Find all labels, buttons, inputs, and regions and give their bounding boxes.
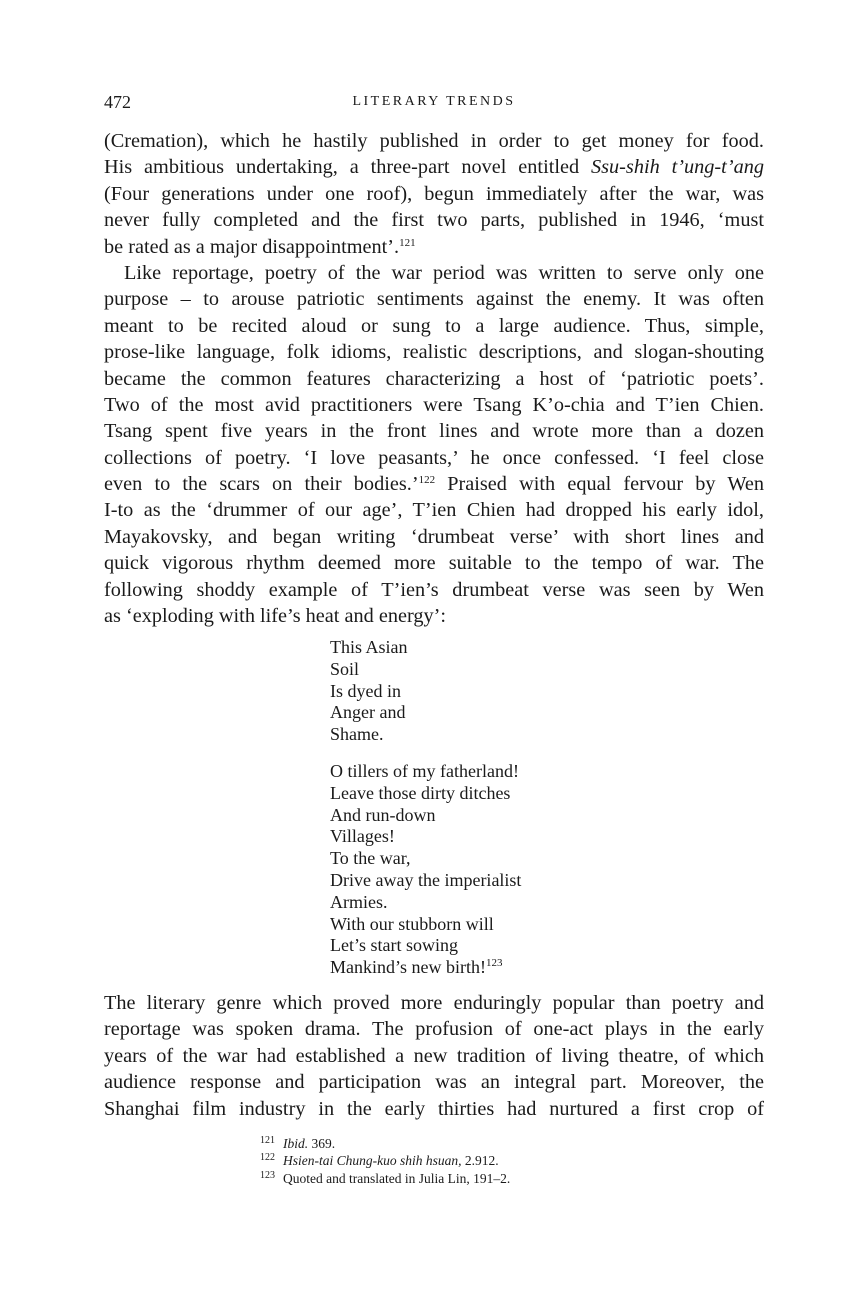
text-line: years of the war had established a new tradition of living theatre, of which xyxy=(104,1044,764,1067)
poem-line: Mankind’s new birth!$^{123}$ xyxy=(330,957,503,978)
text-line: prose-like language, folk idioms, realistic descriptions, and slogan-shouting xyxy=(104,341,764,364)
poem-line: Villages! xyxy=(330,826,395,847)
footnote: $^{121}$ Ibid. 369. xyxy=(260,1135,336,1151)
text-line: Two of the most avid practitioners were Tsang K’o-chia and T’ien Chien. xyxy=(104,393,764,416)
page-number: 472 xyxy=(104,92,131,112)
text-line: following shoddy example of T’ien’s drumbeat verse was seen by Wen xyxy=(104,578,764,601)
text-line: The literary genre which proved more enduringly popular than poetry and xyxy=(104,992,764,1014)
poem-line: Soil xyxy=(330,658,360,679)
poem-line: Is dyed in xyxy=(330,680,401,701)
footnote: $^{122}$ Hsien-tai Chung-kuo shih hsuan, 2.912. xyxy=(260,1152,499,1169)
text-line: His ambitious undertaking, a three-part novel entitled Ssu-shih t’ung-t’ang xyxy=(104,156,764,179)
poem-line: This Asian xyxy=(330,637,408,657)
footnotes xyxy=(260,1132,510,1184)
text-line: collections of poetry. ‘I love peasants,’ he once confessed. ‘I feel close xyxy=(104,446,764,469)
footnote-ref: 121 xyxy=(399,236,416,249)
text-line: Shanghai film industry in the early thirties had nurtured a first crop of xyxy=(104,1097,764,1120)
text-line: even to the scars on their bodies.’$^{122}$ Praised with equal fervour by Wen xyxy=(104,473,764,496)
poem-line: Drive away the imperialist xyxy=(330,869,522,890)
page-header xyxy=(104,92,764,116)
text-line: purpose – to arouse patriotic sentiments against the enemy. It was often xyxy=(104,288,764,311)
footnote: $^{123}$ Quoted and translated in Julia Lin, 191–2. xyxy=(260,1169,511,1186)
poem-line: Armies. xyxy=(330,891,388,912)
poem-stanza xyxy=(330,761,521,979)
text-line: quick vigorous rhythm deemed more suitable to the tempo of war. The xyxy=(104,552,764,575)
text-line: Like reportage, poetry of the war period was written to serve only one xyxy=(124,261,764,284)
text-line: Mayakovsky, and began writing ‘drumbeat verse’ with short lines and xyxy=(104,525,764,548)
body-text xyxy=(104,128,764,629)
text-line: reportage was spoken drama. The profusion of one-act plays in the early xyxy=(104,1018,764,1041)
text-line: never fully completed and the first two parts, published in 1946, ‘must xyxy=(104,209,764,232)
poem-stanza xyxy=(330,637,521,746)
poem-line: Let’s start sowing xyxy=(330,935,458,956)
footnote-ref: 122 xyxy=(418,474,436,487)
poem-line: Anger and xyxy=(330,702,406,723)
poem-line: O tillers of my fatherland! xyxy=(330,760,519,781)
text-line: as ‘exploding with life’s heat and energy’: xyxy=(104,605,447,628)
poem xyxy=(330,637,521,994)
novel-title: Ssu-shih t’ung-t’ang xyxy=(591,156,764,179)
text-line: became the common features characterizing a host of ‘patriotic poets’. xyxy=(104,367,764,390)
running-head: LITERARY TRENDS xyxy=(352,94,516,109)
text-line: (Four generations under one roof), begun immediately after the war, was xyxy=(104,182,764,205)
poem-line: And run-down xyxy=(330,804,436,825)
text-line: I-to as the ‘drummer of our age’, T’ien Chien had dropped his early idol, xyxy=(104,499,764,522)
poem-line: To the war, xyxy=(330,848,411,869)
footnote-ref: 123 xyxy=(485,957,503,970)
poem-line: Shame. xyxy=(330,724,384,745)
text-line: Tsang spent five years in the front lines and wrote more than a dozen xyxy=(104,420,764,443)
text-line: be rated as a major disappointment’.$^{121}$ xyxy=(104,235,416,258)
text-line: audience response and participation was an integral part. Moreover, the xyxy=(104,1071,764,1094)
poem-line: With our stubborn will xyxy=(330,913,494,934)
text-line: (Cremation), which he hastily published in order to get money for food. xyxy=(104,130,764,152)
text-line: meant to be recited aloud or sung to a large audience. Thus, simple, xyxy=(104,314,764,337)
poem-line: Leave those dirty ditches xyxy=(330,782,511,803)
body-text xyxy=(104,990,764,1122)
